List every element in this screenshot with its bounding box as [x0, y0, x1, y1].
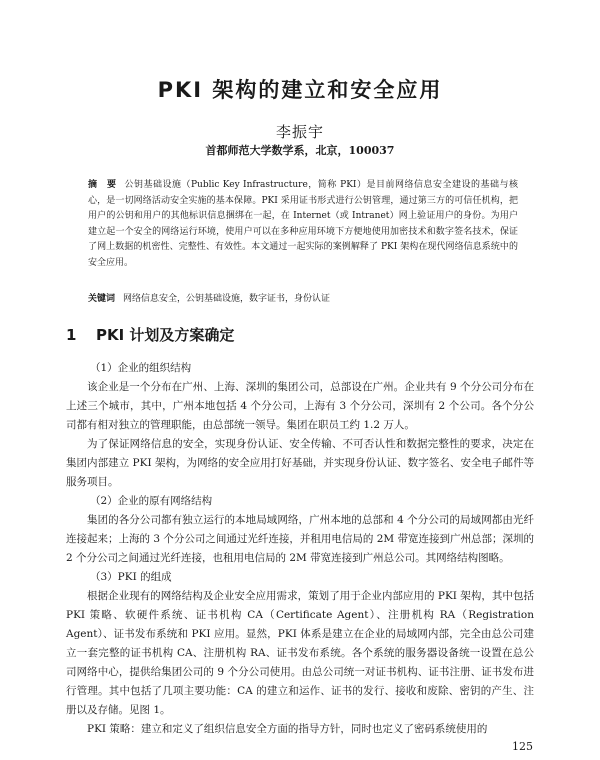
subheading-network-structure: （2）企业的原有网络结构 — [90, 495, 213, 507]
paragraph: 根据企业现有的网络结构及企业安全应用需求，策划了用于企业内部应用的 PKI 架构，其中包括 PKI 策略、软硬件系统、证书机构 CA（Certificate Agent）、注册机构 RA（Registration Agent）、证书发布系统和 PKI 应用。显然，PKI 体系是建立在企业的局域网内部，完全由总公司建立一套完整的证书机构 CA、注册机构 RA、证书发布系统。各个系统的服务器设备统一设置在总公司网络中心，提供给集团公司的 9 个分公司使用。由总公司统一对证书机构、证书注册、证书发布进行管理。其中包括了几项主要功能：CA 的建立和运作、证书的发行、接收和废除、密钥的产生、注册以及存储。见图 1。 — [66, 590, 534, 716]
paragraph: 集团的各分公司都有独立运行的本地局域网络，广州本地的总部和 4 个分公司的局域网都由光纤连接起来；上海的 3 个分公司之间通过光纤连接，并租用电信局的 2M 带宽连接到广州总部；深圳的 2 个分公司之间通过光纤连接，也租用电信局的 2M 带宽连接到广州总公司。其网络结构图略。 — [66, 514, 534, 564]
subheading-org-structure: （1）企业的组织结构 — [90, 362, 192, 374]
abstract-label: 摘 要 — [88, 180, 117, 190]
keywords-block — [88, 292, 518, 306]
paper-title: PKI 架构的建立和安全应用 — [157, 78, 443, 102]
author-affiliation: 首都师范大学数学系，北京，100037 — [205, 144, 395, 157]
paragraph: PKI 策略：建立和定义了组织信息安全方面的指导方针，同时也定义了密码系统使用的 — [87, 723, 488, 735]
paragraph: 为了保证网络信息的安全，实现身份认证、安全传输、不可否认性和数据完整性的要求，决定在集团内部建立 PKI 架构，为网络的安全应用打好基础，并实现身份认证、数字签名、安全电子邮件等服务项目。 — [66, 438, 534, 488]
abstract-block — [88, 178, 518, 271]
section-number: 1 — [66, 326, 77, 344]
keywords-text: 网络信息安全，公钥基础设施，数字证书，身份认证 — [123, 294, 331, 304]
body-text — [66, 359, 534, 739]
page-number: 125 — [512, 740, 533, 753]
author-name: 李振宇 — [275, 123, 324, 141]
subheading-pki-composition: （3）PKI 的组成 — [90, 571, 172, 583]
keywords-label: 关键词 — [88, 294, 116, 304]
paragraph: 该企业是一个分布在广州、上海、深圳的集团公司，总部设在广州。企业共有 9 个分公司分布在上述三个城市，其中，广州本地包括 4 个分公司，上海有 3 个分公司，深圳有 2 个公司。各个分公司都有相对独立的管理职能，由总部统一领导。集团在职员工约 1.2 万人。 — [66, 381, 534, 431]
section-title: PKI 计划及方案确定 — [96, 326, 235, 344]
section-heading — [66, 324, 526, 345]
abstract-text: 公钥基础设施（Public Key Infrastructure，简称 PKI）是目前网络信息安全建设的基础与核心，是一切网络活动安全实施的基本保障。PKI 采用证书形式进行公钥管理，通过第三方的可信任机构，把用户的公钥和用户的其他标识信息捆绑在一起，在 Internet（或 Intranet）网上验证用户的身份。为用户建立起一个安全的网络运行环境，使用户可以在多种应用环境下方便地使用加密技术和数字签名技术，保证了网上数据的机密性、完整性、有效性。本文通过一起实际的案例解释了 PKI 架构在现代网络信息系统中的安全应用。 — [88, 180, 518, 268]
